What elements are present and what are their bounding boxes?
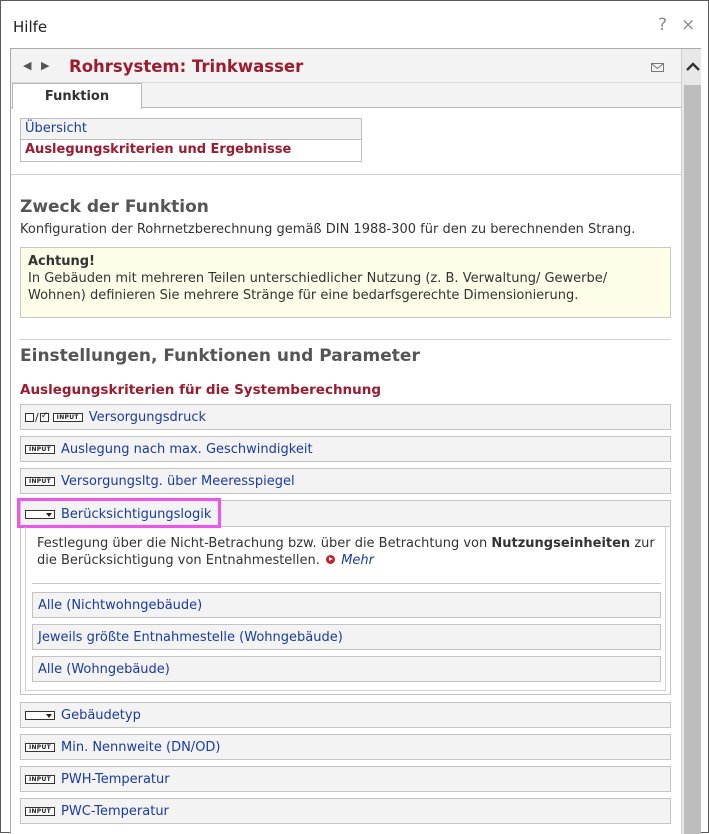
option-alle-nichtwohngebaeude[interactable]: Alle (Nichtwohngebäude) (32, 592, 661, 618)
desc-text-2: zur die Berücksichtigung von Entnahmestellen. (37, 536, 655, 568)
param-beruecksichtigungslogik[interactable] (21, 501, 670, 527)
param-label: PWH-Temperatur (61, 771, 170, 787)
param-beruecksichtigungslogik-expanded (20, 500, 671, 695)
input-icon: INPUT (25, 775, 55, 784)
checked-checkbox-icon (40, 413, 49, 422)
param-details (25, 527, 666, 691)
scrollbar-thumb[interactable] (684, 85, 701, 834)
param-pwc-temperatur[interactable] (20, 798, 671, 824)
note-text: In Gebäuden mit mehreren Teilen unterschiedlicher Nutzung (z. B. Verwaltung/ Gewerbe/ Wohnen) definieren Sie mehrere Stränge für eine bedarfsgerechte Dimensionierung. (28, 271, 608, 303)
param-versorgungsdruck[interactable] (20, 404, 671, 430)
section-text-zweck: Konfiguration der Rohrnetzberechnung gemäß DIN 1988-300 für den zu berechnenden Strang. (20, 222, 636, 237)
page-header (11, 49, 681, 83)
checkbox-icon (25, 413, 34, 422)
param-gebaeudetyp[interactable] (20, 702, 671, 728)
param-auslegung-geschwindigkeit[interactable] (20, 436, 671, 462)
tab-label: Funktion (44, 89, 110, 104)
dropdown-icon (25, 711, 55, 720)
back-arrow-icon[interactable]: ◀ (23, 59, 32, 72)
divider (20, 339, 671, 340)
slash-separator: / (35, 410, 39, 424)
divider (32, 583, 661, 584)
page-title: Rohrsystem: Trinkwasser (69, 57, 304, 76)
note-title: Achtung! (28, 254, 95, 269)
play-arrow-icon (326, 555, 335, 564)
help-viewport (10, 48, 701, 834)
param-description (37, 535, 657, 569)
param-meeresspiegel[interactable] (20, 468, 671, 494)
highlight-box (17, 498, 221, 528)
desc-text: Festlegung über die Nicht-Betrachung bzw. über die Betrachtung von (37, 536, 492, 551)
toc-item-auslegungskriterien[interactable]: Auslegungskriterien und Ergebnisse (21, 140, 361, 161)
forward-arrow-icon[interactable]: ▶ (41, 59, 50, 72)
param-label: Berücksichtigungslogik (61, 506, 212, 522)
param-label: PWC-Temperatur (61, 803, 169, 819)
param-label: Versorgungsdruck (88, 409, 207, 425)
help-icon[interactable]: ? (658, 15, 668, 35)
input-icon: INPUT (25, 807, 55, 816)
toc-item-uebersicht[interactable]: Übersicht (21, 119, 361, 140)
close-icon[interactable]: × (681, 15, 696, 35)
input-icon: INPUT (25, 477, 55, 486)
desc-bold: Nutzungseinheiten (491, 536, 631, 551)
input-icon: INPUT (53, 413, 83, 422)
divider (11, 174, 681, 175)
param-label: Min. Nennweite (DN/OD) (61, 739, 221, 755)
option-alle-wohngebaeude[interactable]: Alle (Wohngebäude) (32, 656, 661, 682)
param-label: Versorgungsltg. über Meeresspiegel (61, 473, 295, 489)
more-link[interactable]: Mehr (341, 553, 374, 568)
param-label: Gebäudetyp (61, 707, 141, 723)
param-pwh-temperatur[interactable] (20, 766, 671, 792)
window-title: Hilfe (13, 18, 48, 36)
tab-bar (11, 83, 681, 108)
input-icon: INPUT (25, 445, 55, 454)
param-min-nennweite[interactable] (20, 734, 671, 760)
title-bar (2, 2, 707, 48)
section-subheading: Auslegungskriterien für die Systemberechnung (20, 382, 382, 398)
section-heading-einstellungen: Einstellungen, Funktionen und Parameter (20, 346, 420, 366)
section-heading-zweck: Zweck der Funktion (20, 197, 209, 217)
mail-icon[interactable] (651, 58, 664, 77)
tab-funktion[interactable] (12, 83, 142, 109)
vertical-scrollbar[interactable] (681, 49, 701, 834)
warning-note (20, 247, 671, 318)
table-of-contents (20, 118, 362, 162)
param-label: Auslegung nach max. Geschwindigkeit (61, 441, 313, 457)
input-icon: INPUT (25, 743, 55, 752)
scroll-up-icon[interactable] (682, 57, 701, 77)
option-groesste-entnahmestelle[interactable]: Jeweils größte Entnahmestelle (Wohngebäude) (32, 624, 661, 650)
